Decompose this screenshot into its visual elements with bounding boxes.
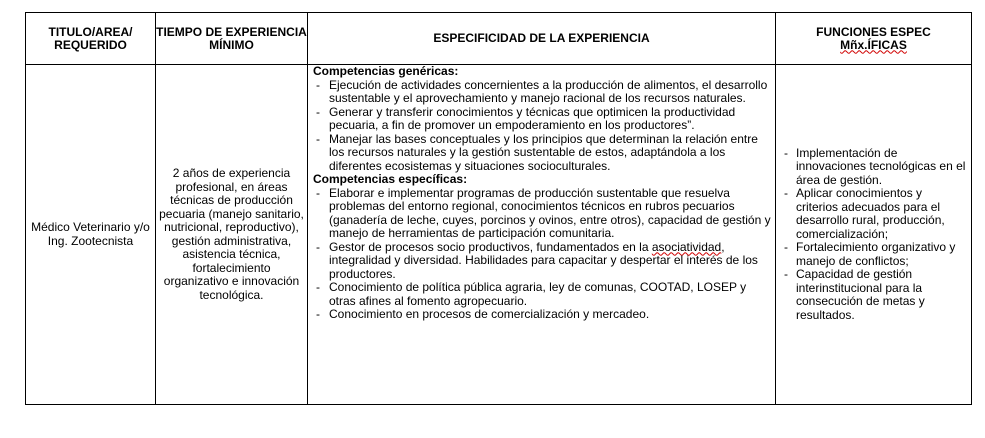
list-item: - Elaborar e implementar programas de producción sustentable que resuelva problemas del entorno regional, conocimientos técnicos en rubros pecuarios (ganadería de leche, cuyes, porcinos y ovinos, entre otros), capacidad de gestión y manejo de herramientas de participación comunitaria. <box>313 187 771 241</box>
especificas-title: Competencias específicas: <box>313 172 468 186</box>
header-especificidad: ESPECIFICIDAD DE LA EXPERIENCIA <box>308 13 776 65</box>
list-item-gestor <box>313 241 771 282</box>
list-item: - Implementación de innovaciones tecnológicas en el área de gestión. <box>784 147 967 188</box>
gestor-misspelled-word: asociatividad <box>651 239 722 254</box>
list-item: - Conocimiento de política pública agraria, ley de comunas, COOTAD, LOSEP y otras afines al fomento agropecuario. <box>313 281 771 308</box>
header-funciones-misspelled: Mñx.ÍFICAS <box>840 37 907 52</box>
funciones-list <box>784 147 967 323</box>
list-item: - Conocimiento en procesos de comercialización y mercadeo. <box>313 308 771 322</box>
experience-table <box>25 12 972 405</box>
especificas-list <box>313 187 771 322</box>
content-row <box>26 65 972 405</box>
header-funciones <box>776 13 972 65</box>
header-funciones-line1: FUNCIONES ESPEC <box>816 24 931 39</box>
list-item: - Aplicar conocimientos y criterios adecuados para el desarrollo rural, producción, comercialización; <box>784 187 967 241</box>
genericas-list <box>313 79 771 174</box>
cell-titulo: Médico Veterinario y/o Ing. Zootecnista <box>26 65 156 405</box>
list-item: - Fortalecimiento organizativo y manejo de conflictos; <box>784 241 967 268</box>
list-item: - Manejar las bases conceptuales y los principios que determinan la relación entre los recursos naturales y la gestión sustentable de estos, adaptándola a los diferentes ecosistemas y situaciones socioculturales. <box>313 133 771 174</box>
header-row <box>26 13 972 65</box>
header-titulo: TITULO/AREA/ REQUERIDO <box>26 13 156 65</box>
list-item: - Generar y transferir conocimientos y técnicas que optimicen la productividad pecuaria, a fin de promover un empoderamiento en los productores”. <box>313 106 771 133</box>
list-item: - Capacidad de gestión interinstitucional para la consecución de metas y resultados. <box>784 268 967 322</box>
cell-funciones <box>776 65 972 405</box>
gestor-text-1: Gestor de procesos socio productivos, fundamentados en la <box>329 239 652 254</box>
gestor-text-2: , integralidad y diversidad. Habilidades para capacitar y despertar el interés de los productores. <box>329 239 758 281</box>
list-item: - Ejecución de actividades concernientes a la producción de alimentos, el desarrollo sustentable y el aprovechamiento y manejo racional de los recursos naturales. <box>313 79 771 106</box>
cell-tiempo: 2 años de experiencia profesional, en áreas técnicas de producción pecuaria (manejo sanitario, nutricional, reproductivo), gestión administrativa, asistencia técnica, fortalecimiento organizativo e innovación tecnológica. <box>156 65 308 405</box>
header-funciones-line2 <box>776 39 971 52</box>
header-tiempo: TIEMPO DE EXPERIENCIA MÍNIMO <box>156 13 308 65</box>
genericas-title: Competencias genéricas: <box>313 64 459 78</box>
cell-especificidad <box>308 65 776 405</box>
